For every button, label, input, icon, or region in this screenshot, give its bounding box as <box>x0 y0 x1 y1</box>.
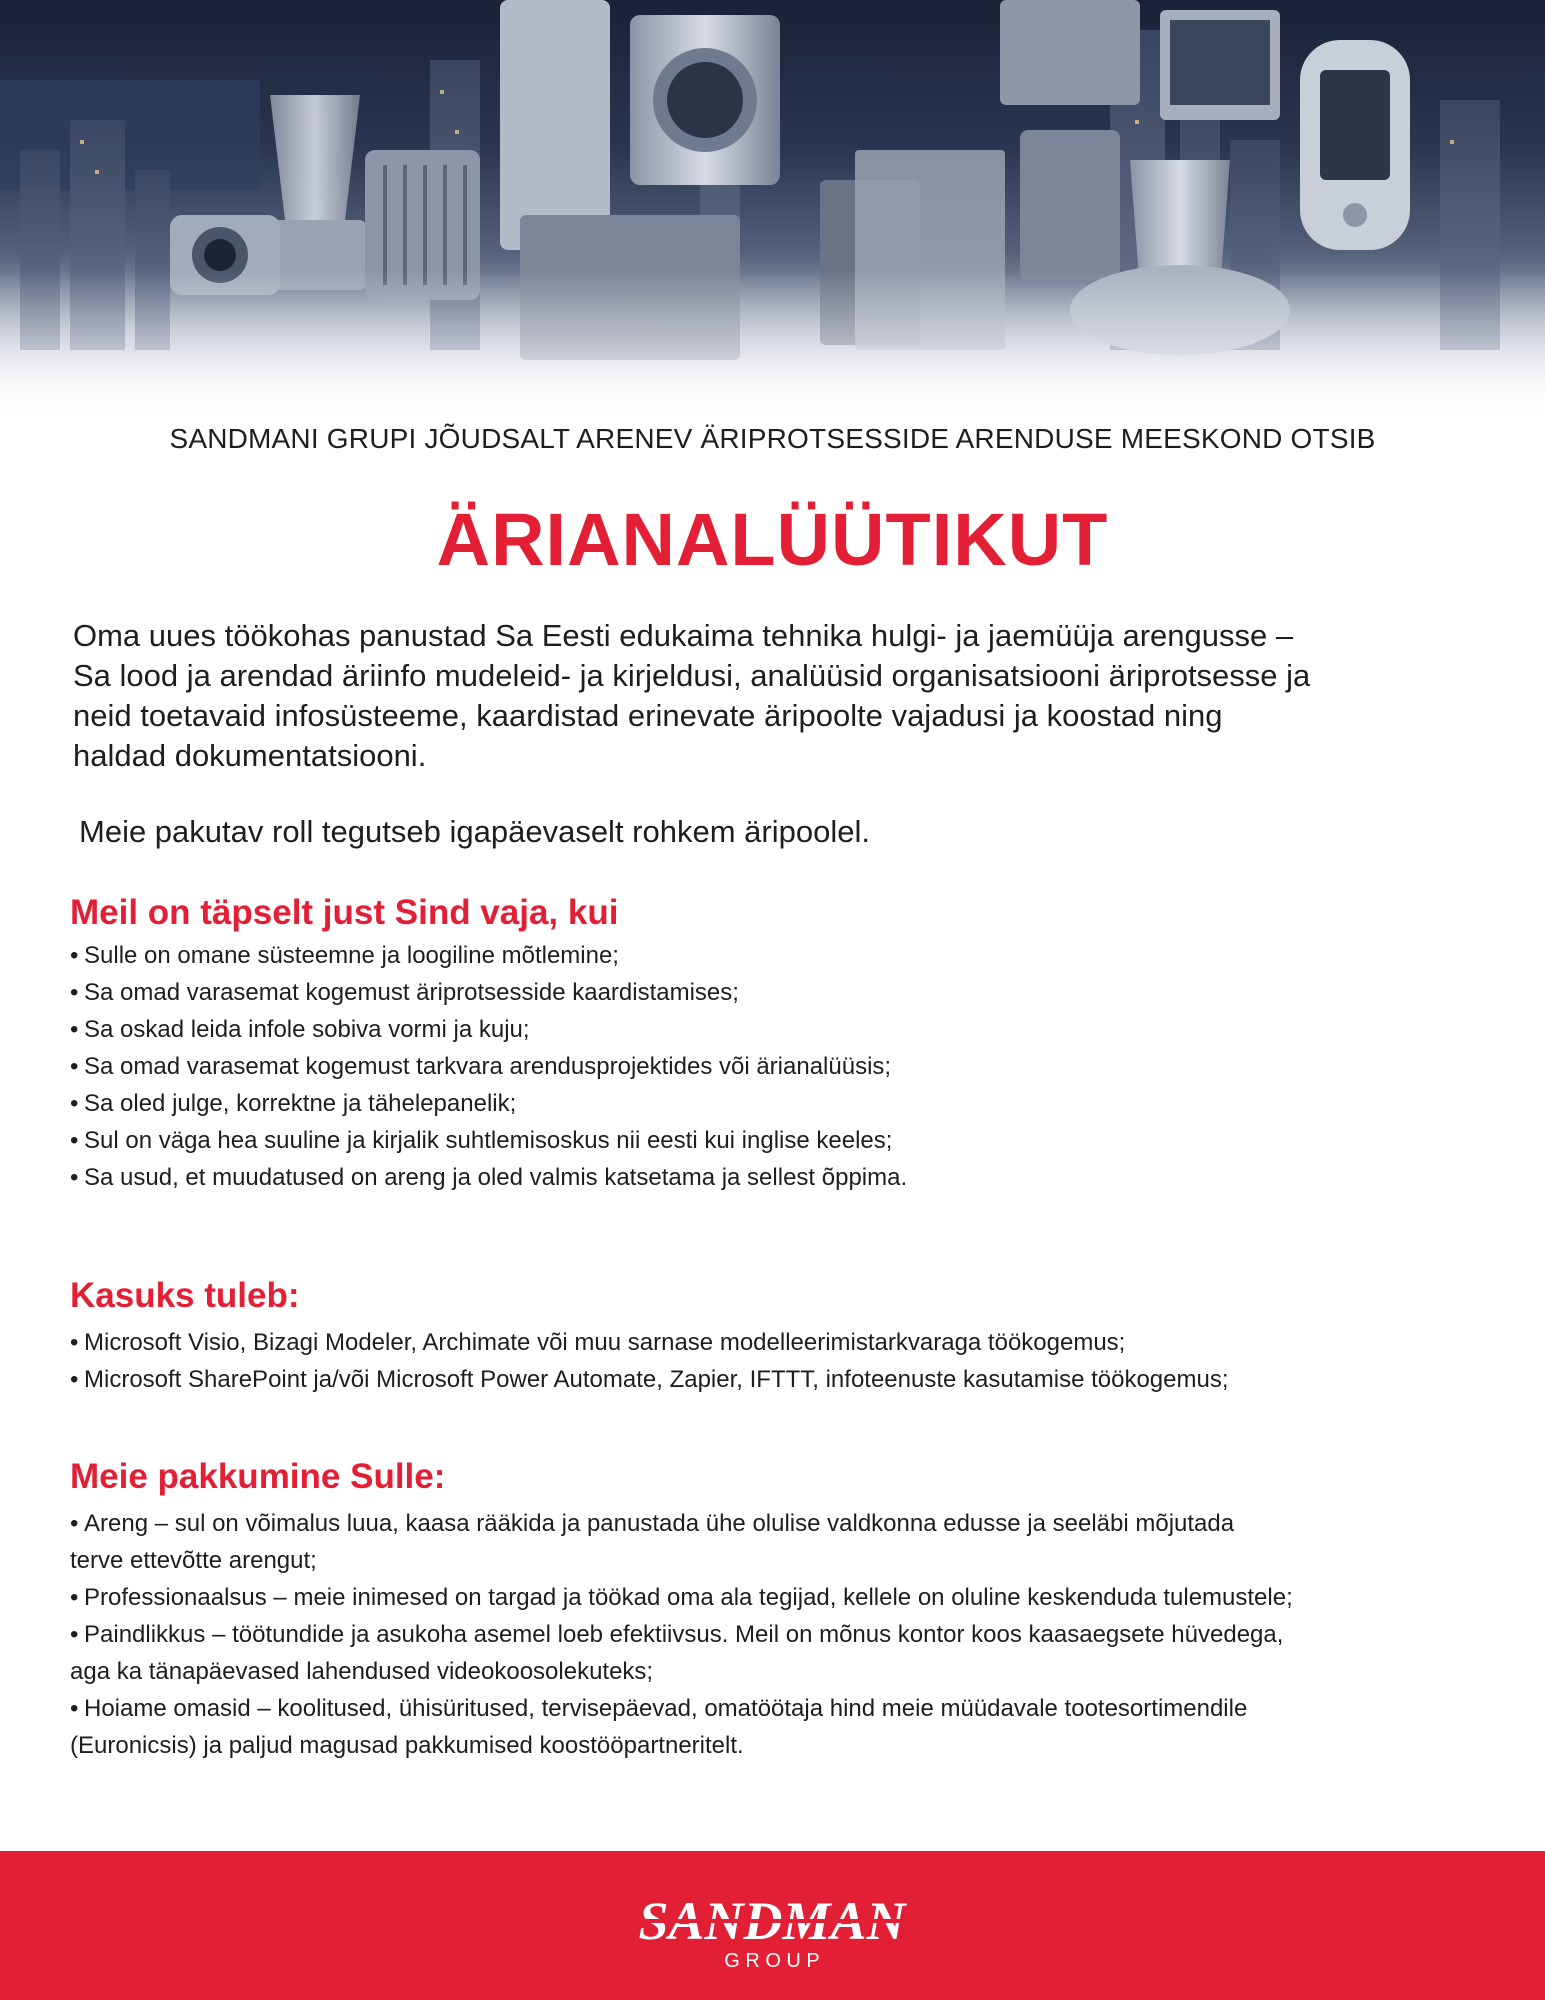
intro-line: Sa lood ja arendad äriinfo mudeleid- ja kirjeldusi, analüüsid organisatsiooni äriprotsesse ja <box>73 658 1311 693</box>
list-item-text: Sa oskad leida infole sobiva vormi ja kuju; <box>84 1016 530 1043</box>
list-item-text: Sa usud, et muudatused on areng ja oled valmis katsetama ja sellest õppima. <box>84 1164 908 1191</box>
list-item: • Sa omad varasemat kogemust tarkvara arendusprojektides või ärianalüüsis; <box>70 1053 892 1080</box>
list-item: • Areng – sul on võimalus luua, kaasa rääkida ja panustada ühe olulise valdkonna edusse ja seeläbi mõjutada terve ettevõtte arengut; <box>70 1505 1510 1579</box>
list-item: • Paindlikkus – töötundide ja asukoha asemel loeb efektiivsus. Meil on mõnus kontor koos kaasaegsete hüvedega, aga ka tänapäevased lahendused videokoosolekuteks; <box>70 1616 1510 1690</box>
list-item: • Hoiame omasid – koolitused, ühisüritused, tervisepäevad, omatöötaja hind meie müüdavale tootesortimendile (Euronicsis) ja paljud magusad pakkumised koostööpartneritelt. <box>70 1690 1510 1764</box>
intro-role-sentence: Meie pakutav roll tegutseb igapäevaselt rohkem äripoolel. <box>79 814 870 849</box>
logo-subtitle: G R O U P <box>724 1950 820 1971</box>
list-item: • Sa oled julge, korrektne ja tähelepanelik; <box>70 1090 517 1117</box>
list-item: • Sa oskad leida infole sobiva vormi ja kuju; <box>70 1016 530 1043</box>
offer-list <box>70 1505 1510 1764</box>
list-item-text: Microsoft SharePoint ja/või Microsoft Power Automate, Zapier, IFTTT, infoteenuste kasutamise töökogemus; <box>84 1366 1229 1393</box>
requirements-list <box>70 937 1510 1196</box>
list-item: • Sa usud, et muudatused on areng ja oled valmis katsetama ja sellest õppima. <box>70 1164 908 1191</box>
list-item: • Sul on väga hea suuline ja kirjalik suhtlemisoskus nii eesti kui inglise keeles; <box>70 1127 893 1154</box>
intro-line: neid toetavaid infosüsteeme, kaardistad erinevate äripoolte vajadusi ja koostad ning <box>73 698 1223 733</box>
sandman-group-logo <box>602 1891 942 1971</box>
logo-wordmark: SANDMAN <box>638 1891 906 1951</box>
list-item: • Microsoft SharePoint ja/või Microsoft Power Automate, Zapier, IFTTT, infoteenuste kasutamise töökogemus; <box>70 1366 1229 1393</box>
section-title-offer: Meie pakkumine Sulle: <box>70 1457 446 1496</box>
footer-bar <box>0 1851 1545 2000</box>
hero-banner-image <box>0 0 1545 420</box>
section-title-requirements: Meil on täpselt just Sind vaja, kui <box>70 893 619 932</box>
list-item-text: Sul on väga hea suuline ja kirjalik suhtlemisoskus nii eesti kui inglise keeles; <box>84 1127 893 1154</box>
list-item: • Sulle on omane süsteemne ja loogiline mõtlemine; <box>70 942 619 969</box>
list-item-text: Sulle on omane süsteemne ja loogiline mõtlemine; <box>84 942 619 969</box>
list-item: • Microsoft Visio, Bizagi Modeler, Archimate või muu sarnase modelleerimistarkvaraga töökogemus; <box>70 1329 1126 1356</box>
intro-line: haldad dokumentatsiooni. <box>73 738 427 773</box>
list-item-text-continued: terve ettevõtte arengut; <box>70 1547 317 1574</box>
list-item-text: Sa omad varasemat kogemust äriprotsesside kaardistamises; <box>84 979 739 1006</box>
list-item: • Professionaalsus – meie inimesed on targad ja töökad oma ala tegijad, kellele on oluline keskenduda tulemustele; <box>70 1584 1293 1611</box>
list-item-text: Hoiame omasid – koolitused, ühisüritused, tervisepäevad, omatöötaja hind meie müüdavale tootesortimendile <box>84 1695 1248 1722</box>
hero-illustration <box>0 0 1545 420</box>
section-title-advantages: Kasuks tuleb: <box>70 1276 300 1315</box>
advantages-list <box>70 1324 1510 1398</box>
kicker-text: SANDMANI GRUPI JÕUDSALT ARENEV ÄRIPROTSESSIDE ARENDUSE MEESKOND OTSIB <box>169 423 1376 454</box>
list-item-text-continued: (Euronicsis) ja paljud magusad pakkumised koostööpartneritelt. <box>70 1732 744 1759</box>
list-item-text: Sa omad varasemat kogemust tarkvara arendusprojektides või ärianalüüsis; <box>84 1053 892 1080</box>
list-item-text: Professionaalsus – meie inimesed on targad ja töökad oma ala tegijad, kellele on oluline keskenduda tulemustele; <box>84 1584 1293 1611</box>
list-item-text: Paindlikkus – töötundide ja asukoha asemel loeb efektiivsus. Meil on mõnus kontor koos kaasaegsete hüvedega, <box>84 1621 1284 1648</box>
list-item-text: Sa oled julge, korrektne ja tähelepanelik; <box>84 1090 517 1117</box>
intro-line: Oma uues töökohas panustad Sa Eesti edukaima tehnika hulgi- ja jaemüüja arengusse – <box>73 618 1294 653</box>
list-item-text-continued: aga ka tänapäevased lahendused videokoosolekuteks; <box>70 1658 654 1685</box>
job-title-headline: ÄRIANALÜÜTIKUT <box>436 498 1109 581</box>
list-item: • Sa omad varasemat kogemust äriprotsesside kaardistamises; <box>70 979 739 1006</box>
list-item-text: Areng – sul on võimalus luua, kaasa rääkida ja panustada ühe olulise valdkonna edusse ja seeläbi mõjutada <box>84 1510 1235 1537</box>
list-item-text: Microsoft Visio, Bizagi Modeler, Archimate või muu sarnase modelleerimistarkvaraga töökogemus; <box>84 1329 1126 1356</box>
intro-paragraph <box>73 616 1493 776</box>
